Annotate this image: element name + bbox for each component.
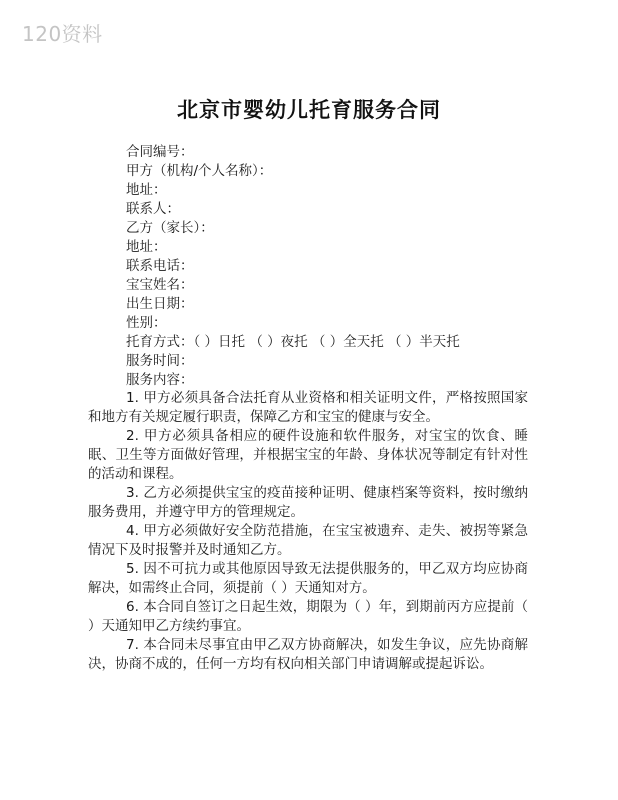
field-contract-number: 合同编号： <box>126 144 194 160</box>
contract-clauses <box>88 389 528 674</box>
field-party-b-parent: 乙方（家长）： <box>126 220 214 236</box>
field-party-b-address: 地址： <box>126 239 167 255</box>
field-care-mode <box>126 333 546 352</box>
care-mode-label: 托育方式： <box>126 334 194 350</box>
field-gender: 性别： <box>126 315 167 331</box>
clause-7: 7. 本合同未尽事宜由甲乙双方协商解决，如发生争议，应先协商解决，协商不成的，任何一方均有权向相关部门申请调解或提起诉讼。 <box>88 637 528 672</box>
page-title: 北京市婴幼儿托育服务合同 <box>177 98 441 122</box>
field-contact-person: 联系人： <box>126 201 180 217</box>
field-baby-name: 宝宝姓名： <box>126 277 194 293</box>
field-party-a-name: 甲方（机构/个人名称）： <box>126 163 273 179</box>
field-service-content: 服务内容： <box>126 372 194 388</box>
care-mode-options: （ ）日托 （ ）夜托 （ ）全天托 （ ）半天托 <box>193 334 460 350</box>
contract-fields <box>126 143 546 390</box>
field-phone: 联系电话： <box>126 258 194 274</box>
field-birth-date: 出生日期： <box>126 296 194 312</box>
clause-1: 1. 甲方必须具备合法托育从业资格和相关证明文件，严格按照国家和地方有关规定履行职责，保障乙方和宝宝的健康与安全。 <box>88 390 528 425</box>
clause-3: 3. 乙方必须提供宝宝的疫苗接种证明、健康档案等资料，按时缴纳服务费用，并遵守甲方的管理规定。 <box>88 485 528 520</box>
field-service-time: 服务时间： <box>126 353 194 369</box>
clause-6: 6. 本合同自签订之日起生效，期限为（ ）年，到期前丙方应提前（ ）天通知甲乙方续约事宜。 <box>88 599 528 634</box>
clause-5: 5. 因不可抗力或其他原因导致无法提供服务的，甲乙双方均应协商解决，如需终止合同，须提前（ ）天通知对方。 <box>88 561 528 596</box>
field-party-a-address: 地址： <box>126 182 167 198</box>
clause-2: 2. 甲方必须具备相应的硬件设施和软件服务，对宝宝的饮食、睡眠、卫生等方面做好管理，并根据宝宝的年龄、身体状况等制定有针对性的活动和课程。 <box>88 428 528 482</box>
watermark: 120资料 <box>22 22 103 46</box>
clause-4: 4. 甲方必须做好安全防范措施，在宝宝被遗弃、走失、被拐等紧急情况下及时报警并及时通知乙方。 <box>88 523 528 558</box>
